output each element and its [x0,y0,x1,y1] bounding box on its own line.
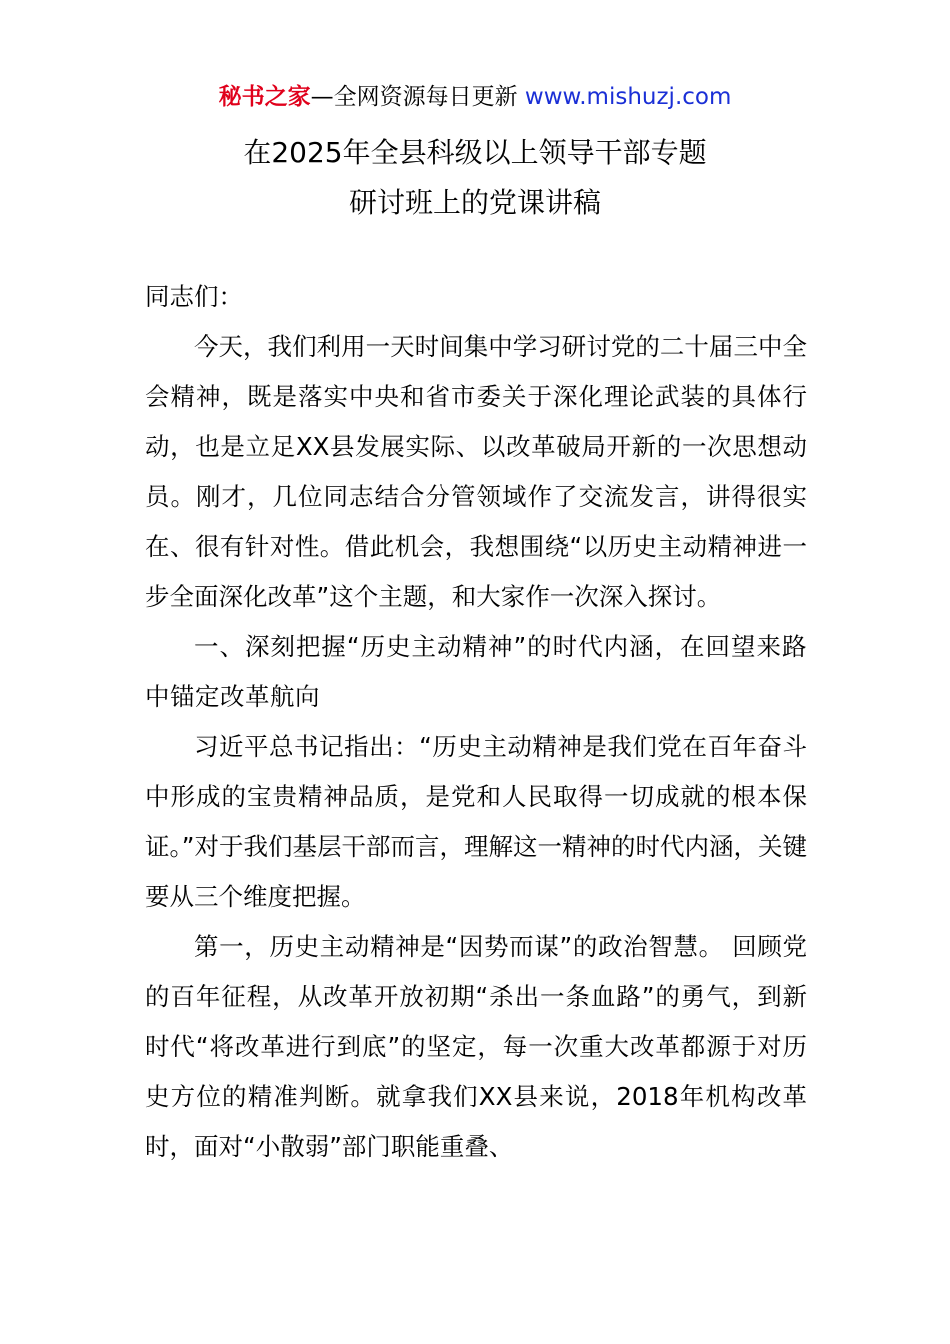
site-brand: 秘书之家 [218,84,311,110]
site-url-link[interactable]: www.mishuzj.com [524,84,732,110]
document-body [145,272,807,1172]
title-line-2: 研讨班上的党课讲稿 [348,186,601,219]
section-heading-1: 一、深刻把握“历史主动精神”的时代内涵，在回望来路中锚定改革航向 [145,632,807,711]
site-slogan: —全网资源每日更新 [310,84,525,110]
site-banner [0,80,950,114]
title-line-1: 在2025年全县科级以上领导干部专题 [243,136,707,169]
salutation: 同志们： [145,282,243,311]
paragraph-first-point: 第一，历史主动精神是“因势而谋”的政治智慧。 回顾党的百年征程，从改革开放初期“杀出一条血路”的勇气，到新时代“将改革进行到底”的坚定，每一次重大改革都源于对历史方位的精准判断。就拿我们XX县来说，2018年机构改革时，面对“小散弱”部门职能重叠、 [145,932,807,1161]
paragraph-quote: 习近平总书记指出：“历史主动精神是我们党在百年奋斗中形成的宝贵精神品质，是党和人民取得一切成就的根本保证。”对于我们基层干部而言，理解这一精神的时代内涵，关键要从三个维度把握。 [145,732,807,911]
document-title [0,128,950,228]
paragraph-intro: 今天，我们利用一天时间集中学习研讨党的二十届三中全会精神，既是落实中央和省市委关于深化理论武装的具体行动，也是立足XX县发展实际、以改革破局开新的一次思想动员。刚才，几位同志结合分管领域作了交流发言，讲得很实在、很有针对性。借此机会，我想围绕“以历史主动精神进一步全面深化改革”这个主题，和大家作一次深入探讨。 [145,332,807,611]
